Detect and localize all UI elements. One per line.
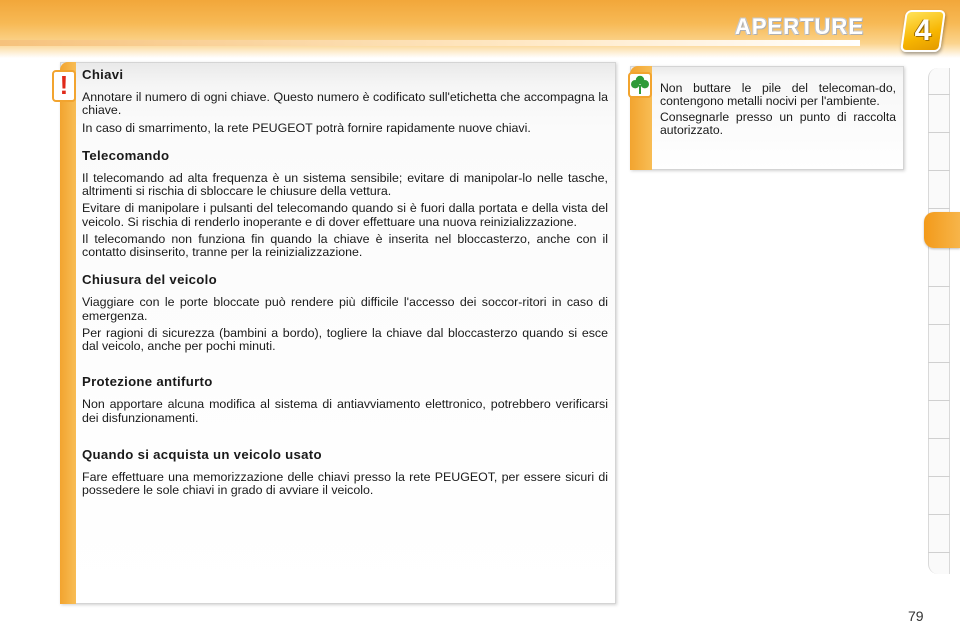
paragraph: Il telecomando ad alta frequenza è un sistema sensibile; evitare di manipolar-lo nelle tasche, altrimenti si rischia di sbloccare le chiusure della vettura. <box>82 171 608 199</box>
clover-eco-icon <box>628 72 652 98</box>
section-heading-antifurto: Protezione antifurto <box>82 374 213 390</box>
warning-panel-bar <box>60 62 76 604</box>
eco-content <box>660 82 896 140</box>
chapter-title: APERTURE <box>734 14 864 39</box>
paragraph: Evitare di manipolare i pulsanti del telecomando quando si è fuori dalla portata e della vista del veicolo. Si rischia di renderlo inoperante e di dover effettuare una nuova reinizializzazione. <box>82 201 608 229</box>
warning-content <box>82 66 608 497</box>
paragraph: Per ragioni di sicurezza (bambini a bordo), togliere la chiave dal bloccasterzo quando si esce dal veicolo, anche per pochi minuti. <box>82 325 608 354</box>
chapter-tab-divider <box>928 438 950 439</box>
paragraph: Il telecomando non funziona fin quando la chiave è inserita nel bloccasterzo, anche con il contatto disinserito, tranne per la reinizializzazione. <box>82 231 608 260</box>
chapter-tab-divider <box>928 208 950 209</box>
chapter-tab-divider <box>928 552 950 553</box>
chapter-tab-active <box>924 212 960 248</box>
clover-eco-icon-svg <box>630 74 650 96</box>
chapter-tab-divider <box>928 286 950 287</box>
chapter-tab-divider <box>928 476 950 477</box>
chapter-tab-divider <box>928 94 950 95</box>
paragraph: In caso di smarrimento, la rete PEUGEOT potrà fornire rapidamente nuove chiavi. <box>82 120 531 135</box>
section-heading-telecomando: Telecomando <box>82 147 170 163</box>
section-heading-usato: Quando si acquista un veicolo usato <box>82 446 322 462</box>
chapter-tab-divider <box>928 132 950 133</box>
header-strip <box>0 40 860 46</box>
paragraph: Non buttare le pile del telecoman-do, contengono metalli nocivi per l'ambiente. <box>660 81 896 108</box>
chapter-number: 4 <box>914 14 932 47</box>
chapter-tab-divider <box>928 514 950 515</box>
section-heading-chiusura: Chiusura del veicolo <box>82 272 217 288</box>
chapter-badge <box>900 10 946 52</box>
chapter-tab-divider <box>928 362 950 363</box>
paragraph: Consegnarle presso un punto di raccolta autorizzato. <box>660 110 896 137</box>
paragraph: Annotare il numero di ogni chiave. Questo numero è codificato sull'etichetta che accompagna la chiave. <box>82 90 608 118</box>
chapter-tab-divider <box>928 324 950 325</box>
section-heading-chiavi: Chiavi <box>82 67 124 82</box>
paragraph: Viaggiare con le porte bloccate può rendere più difficile l'accesso dei soccor-ritori in caso di emergenza. <box>82 295 608 323</box>
paragraph: Non apportare alcuna modifica al sistema di antiavviamento elettronico, potrebbero verificarsi dei disfunzionamenti. <box>82 397 608 425</box>
paragraph: Fare effettuare una memorizzazione delle chiavi presso la rete PEUGEOT, per essere sicuri di possedere le sole chiavi in grado di avviare il veicolo. <box>82 470 608 498</box>
chapter-tab-divider <box>928 400 950 401</box>
warning-icon: ! <box>52 70 76 102</box>
page-header <box>0 0 960 58</box>
chapter-tab-rail <box>928 68 950 574</box>
chapter-tab-divider <box>928 170 950 171</box>
page-number: 79 <box>908 608 924 624</box>
